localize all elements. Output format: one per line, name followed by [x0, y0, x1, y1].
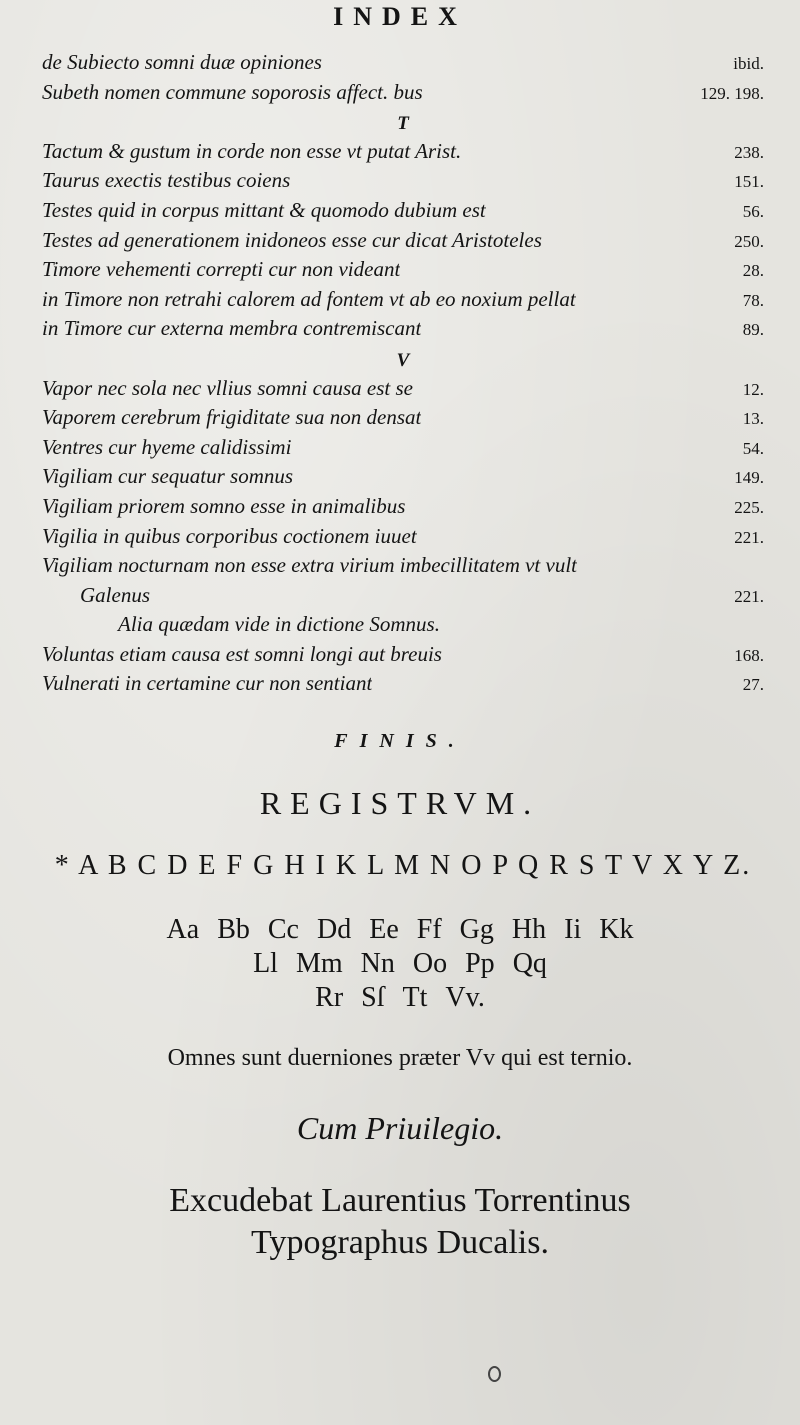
index-entries	[42, 50, 764, 701]
page-mark-icon	[488, 1366, 501, 1382]
signature-pair: Cc	[267, 914, 299, 945]
signature-pair: Gg	[459, 914, 494, 945]
entry-text: in Timore cur externa membra contremiscant	[42, 316, 422, 341]
entry-text: Vaporem cerebrum frigiditate sua non densat	[42, 405, 422, 430]
entry-text: in Timore non retrahi calorem ad fontem vt ab eo noxium pellat	[42, 286, 576, 311]
signature-pairs	[0, 913, 800, 1015]
entry-page-number: 221.	[734, 586, 764, 606]
registrum-heading: REGISTRVM.	[259, 785, 541, 821]
entry-page-number: 221.	[734, 527, 764, 547]
index-entry	[42, 435, 764, 465]
entry-text: Vapor nec sola nec vllius somni causa est se	[42, 375, 413, 400]
entry-text: Voluntas etiam causa est somni longi aut breuis	[42, 641, 442, 666]
entry-page-number: 225.	[734, 497, 764, 517]
signature-pair: Kk	[599, 914, 634, 945]
finis-heading: FINIS.	[334, 730, 466, 752]
entry-page-number: 12.	[742, 379, 764, 399]
signature-pair: Aa	[166, 914, 200, 945]
section-letter: T	[397, 113, 409, 135]
entry-page-number: 54.	[742, 438, 764, 458]
entry-text: Galenus	[80, 582, 150, 607]
index-entry	[42, 642, 764, 672]
entry-page-number: 168.	[734, 645, 764, 665]
index-entry	[42, 287, 764, 317]
entry-page-number: 28.	[742, 261, 764, 281]
entry-page-number: 89.	[742, 320, 764, 340]
pairs-line	[0, 947, 800, 981]
entry-page-number: 250.	[734, 231, 764, 251]
entry-text: Tactum & gustum in corde non esse vt putat Arist.	[42, 138, 462, 163]
signature-alphabet: * A B C D E F G H I K L M N O P Q R S T V X Y Z.	[54, 850, 752, 881]
entry-text: Timore vehementi correpti cur non videant	[42, 257, 401, 282]
index-entry	[42, 257, 764, 287]
entry-text: Vigiliam cur sequatur somnus	[42, 464, 294, 489]
entry-page-number: 56.	[742, 201, 764, 221]
imprint	[0, 1180, 800, 1264]
entry-page-number: ibid.	[733, 54, 764, 73]
collation-note: Omnes sunt duerniones præter Vv qui est ternio.	[167, 1045, 633, 1071]
entry-text: Vigiliam priorem somno esse in animalibus	[42, 493, 406, 518]
index-entry	[42, 50, 764, 80]
entry-text: de Subiecto somni duæ opiniones	[42, 50, 322, 74]
index-entry	[42, 612, 764, 642]
entry-text: Vigiliam nocturnam non esse extra virium imbecillitatem vt vult	[42, 553, 578, 578]
section-letter: V	[396, 349, 410, 371]
index-entry	[42, 228, 764, 258]
signature-pair: Tt	[402, 982, 428, 1013]
signature-pair: Oo	[412, 948, 448, 979]
signature-pair: Ff	[416, 914, 442, 945]
signature-pair: Qq	[512, 948, 547, 979]
signature-pair: Ii	[564, 914, 582, 945]
entry-text: Taurus exectis testibus coiens	[42, 168, 291, 193]
index-entry	[42, 376, 764, 406]
privilege-line: Cum Priuilegio.	[296, 1110, 504, 1146]
entry-page-number: 151.	[734, 172, 764, 192]
index-entry	[42, 524, 764, 554]
entry-text: Ventres cur hyeme calidissimi	[42, 434, 292, 459]
signature-pair: Hh	[511, 914, 547, 945]
index-entry	[42, 464, 764, 494]
entry-page-number: 238.	[734, 142, 764, 162]
index-entry	[42, 139, 764, 169]
signature-pair: Sſ	[361, 982, 385, 1013]
entry-page-number: 129. 198.	[700, 83, 764, 103]
signature-pair: Dd	[316, 914, 352, 945]
pairs-line	[0, 913, 800, 947]
signature-pair: Vv.	[445, 982, 485, 1013]
signature-pair: Bb	[217, 914, 250, 945]
signature-pair: Ee	[369, 914, 399, 945]
entry-text: Alia quædam vide in dictione Somnus.	[118, 612, 440, 637]
index-entry	[42, 198, 764, 228]
entry-text: Testes quid in corpus mittant & quomodo dubium est	[42, 197, 486, 222]
imprint-line-1: Excudebat Laurentius Torrentinus	[169, 1182, 631, 1219]
pairs-line	[0, 981, 800, 1015]
index-entry	[42, 494, 764, 524]
imprint-line-2: Typographus Ducalis.	[251, 1224, 549, 1261]
index-entry	[42, 671, 764, 701]
entry-text: Testes ad generationem inidoneos esse cur dicat Aristoteles	[42, 227, 542, 252]
signature-pair: Mm	[295, 948, 343, 979]
signature-pair: Rr	[315, 982, 344, 1013]
entry-text: Subeth nomen commune soporosis affect. bus	[42, 79, 423, 104]
entry-page-number: 78.	[742, 290, 764, 310]
index-entry	[42, 405, 764, 435]
entry-text: Vigilia in quibus corporibus coctionem iuuet	[42, 523, 417, 548]
entry-text: Vulnerati in certamine cur non sentiant	[42, 671, 373, 696]
entry-page-number: 149.	[734, 468, 764, 488]
entry-page-number: 27.	[742, 675, 764, 695]
page-header: INDEX	[333, 2, 467, 31]
index-entry	[42, 168, 764, 198]
index-entry	[42, 553, 764, 583]
signature-pair: Pp	[465, 948, 495, 979]
signature-pair: Ll	[253, 948, 278, 979]
signature-pair: Nn	[360, 948, 395, 979]
index-entry	[42, 80, 764, 110]
entry-page-number: 13.	[742, 409, 764, 429]
index-entry	[42, 316, 764, 346]
index-entry	[42, 583, 764, 613]
